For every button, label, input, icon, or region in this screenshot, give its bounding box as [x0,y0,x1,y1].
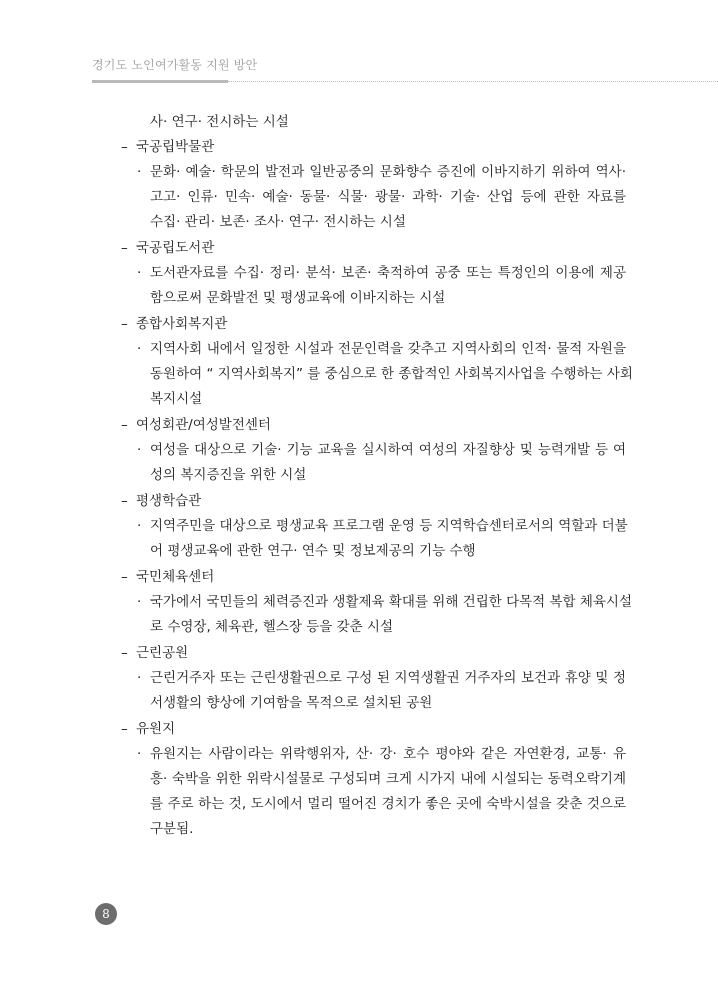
body-line: 근린거주자 또는 근린생활권으로 구성 된 지역생활권 거주자의 보건과 휴양 및 정 [150,670,626,686]
dash-marker: – [121,645,128,661]
section-heading: 국공립박물관 [136,139,215,155]
section-heading: 평생학습관 [136,493,202,509]
body-line: 지역사회 내에서 일정한 시설과 전문인력을 갖추고 지역사회의 인적· 물적 자원을 [150,341,626,357]
body-line: 동원하여 “ 지역사회복지” 를 중심으로 한 종합적인 사회복지사업을 수행하는 사회 [150,366,633,382]
body-line: 복지시설 [150,391,203,407]
body-line: 흥· 숙박을 위한 위락시설물로 구성되며 크게 시가지 내에 시설되는 동력오락기계 [150,771,626,787]
body-line: 지역주민을 대상으로 평생교육 프로그램 운영 등 지역학습센터로서의 역할과 더불 [150,518,628,534]
dash-marker: – [121,721,128,737]
body-line: 함으로써 문화발전 및 평생교육에 이바지하는 시설 [150,290,446,306]
body-line: 서생활의 향상에 기여함을 목적으로 설치된 공원 [150,695,433,711]
dash-marker: – [121,493,128,509]
bullet-marker: · [137,670,142,686]
section-heading: 국민체육센터 [136,569,215,585]
dash-marker: – [121,316,128,332]
section-heading: 국공립도서관 [136,240,215,256]
bullet-marker: · [137,164,142,180]
body-line: 도서관자료를 수집· 정리· 분석· 보존· 축적하여 공중 또는 특정인의 이용에 제공 [150,265,626,281]
body-line: 고고· 인류· 민속· 예술· 동물· 식물· 광물· 과학· 기술· 산업 등에 관한 자료를 [150,189,626,205]
bullet-marker: · [137,518,142,534]
section-heading: 여성회관/여성발전센터 [136,417,271,433]
bullet-marker: · [137,594,142,610]
bullet-marker: · [137,265,142,281]
dash-marker: – [121,417,128,433]
dash-marker: – [121,139,128,155]
body-line: 를 주로 하는 것, 도시에서 멀리 떨어진 경치가 좋은 곳에 숙박시설을 갖춘 것으로 [150,796,626,812]
body-line: 성의 복지증진을 위한 시설 [150,467,307,483]
dash-marker: – [121,569,128,585]
dash-marker: – [121,240,128,256]
body-line: 유원지는 사람이라는 위락행위자, 산· 강· 호수 평야와 같은 자연환경, 교통· 유 [150,746,626,762]
body-line: 수집· 관리· 보존· 조사· 연구· 전시하는 시설 [150,214,406,230]
body-line: 문화· 예술· 학문의 발전과 일반공중의 문화향수 증진에 이바지하기 위하여 역사· [150,164,626,180]
bullet-marker: · [137,442,142,458]
body-line: 어 평생교육에 관한 연구· 연수 및 정보제공의 기능 수행 [150,543,476,559]
running-header-title: 경기도 노인여가활동 지원 방안 [92,58,258,72]
body-line: 국가에서 국민들의 체력증진과 생활제육 확대를 위해 건립한 다목적 복합 체육시설 [150,594,633,610]
section-heading: 유원지 [136,721,176,737]
bullet-marker: · [137,341,142,357]
section-heading: 종합사회복지관 [136,316,228,332]
body-line: 로 수영장, 체육관, 헬스장 등을 갖춘 시설 [150,619,393,635]
page-number-badge: 8 [95,903,117,925]
body-line: 구분됨. [150,821,194,837]
section-heading: 근린공원 [136,645,189,661]
bullet-marker: · [137,746,142,762]
body-line: 여성을 대상으로 기술· 기능 교육을 실시하여 여성의 자질향상 및 능력개발 등 여 [150,442,626,458]
intro-line: 사· 연구· 전시하는 시설 [150,114,289,130]
